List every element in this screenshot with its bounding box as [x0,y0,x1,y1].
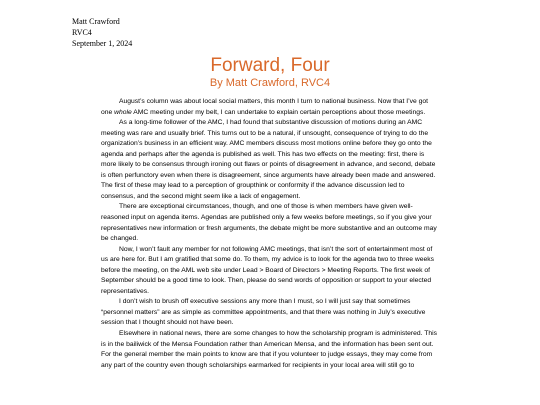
paragraph-5: I don’t wish to brush off executive sessions any more than I must, so I will just say that sometimes “personnel matters” are as simple as committee appointments, and that there was nothing in July’s executive session that I thought should not have been. [101,298,426,327]
article-title: Forward, Four [210,55,330,76]
paragraph-4: Now, I won’t fault any member for not following AMC meetings, that isn’t the sort of entertainment most of us are here for. But I am gratified that some do. To them, my advice is to look for the agenda two to three weeks before the meeting, on the AML web site under Lead > Board of Directors > Meeting Reports. The first week of September should be a good time to look. Then, please do send words of opposition or support to your elected representatives. [101,245,435,295]
paragraph-1: August’s column was about local social matters, this month I turn to national business. Now that I’ve got one whole AMC meeting under my belt, I can undertake to explain certain perceptions about those meetings. [101,98,429,116]
date-label: September 1, 2024 [72,39,133,48]
article-body [101,97,438,371]
emphasis-whole: whole [114,108,132,116]
paragraph-2: As a long-time follower of the AMC, I had found that substantive discussion of motions during an AMC meeting was rare and usually brief. This turns out to be a natural, if unsought, consequence of trying to do the organization’s business in an efficient way. AMC members discuss most motions online before they go onto the agenda and perhaps after the agenda is published as well. This has two effects on the meeting: first, there is more likely to be consensus through ironing out flaws or points of disagreement in advance, and second, debate is often perfunctory even when there is disagreement, since arguments have already been made and answered. The first of these may lead to a perception of groupthink or conformity if the advance discussion led to consensus, and the second might seem like a lack of engagement. [101,119,436,200]
header-block [72,16,132,49]
paragraph-6: Elsewhere in national news, there are some changes to how the scholarship program is administered. This is in the bailiwick of the Mensa Foundation rather than American Mensa, and the information has been sent out. For the general member the main points to know are that if you volunteer to judge essays, they may come from any part of the country even though scholarships earmarked for recipients in your local area will still go to [101,330,438,369]
article-byline: By Matt Crawford, RVC4 [209,77,331,89]
region-label: RVC4 [72,28,92,37]
author-name: Matt Crawford [72,17,120,26]
paragraph-3: There are exceptional circumstances, though, and one of those is when members have given well-reasoned input on agenda items. Agendas are published only a few weeks before meetings, so if you give your representatives new information or fresh arguments, the debate might be more substantive and an outcome may be changed. [101,203,437,243]
